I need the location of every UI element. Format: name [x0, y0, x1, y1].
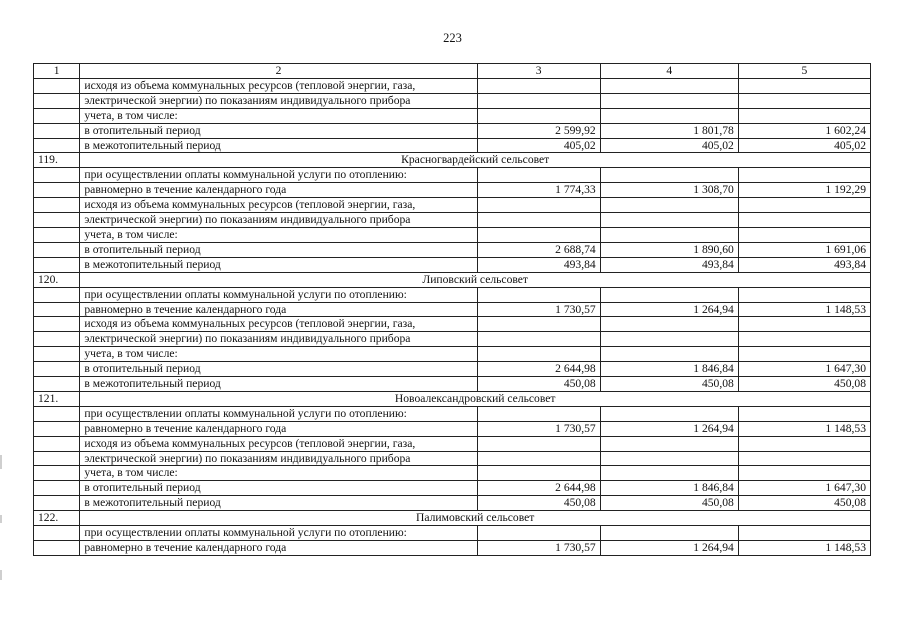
- table-row: [34, 227, 871, 242]
- row-label: учета, в том числе:: [80, 108, 477, 123]
- value-col-4: 450,08: [600, 377, 738, 392]
- row-index: [34, 257, 80, 272]
- value-col-5: [738, 436, 870, 451]
- row-label: в отопительный период: [80, 362, 477, 377]
- value-col-3: 1 774,33: [477, 183, 600, 198]
- row-index: 119.: [34, 153, 80, 168]
- column-header: 3: [477, 64, 600, 79]
- row-index: [34, 198, 80, 213]
- row-label: в межотопительный период: [80, 496, 477, 511]
- value-col-4: 1 846,84: [600, 362, 738, 377]
- value-col-5: 1 148,53: [738, 541, 870, 556]
- value-col-5: 1 691,06: [738, 242, 870, 257]
- row-index: [34, 138, 80, 153]
- row-label: в межотопительный период: [80, 138, 477, 153]
- value-col-3: [477, 168, 600, 183]
- row-index: [34, 332, 80, 347]
- row-index: [34, 466, 80, 481]
- value-col-3: [477, 213, 600, 228]
- value-col-5: [738, 213, 870, 228]
- row-index: [34, 227, 80, 242]
- table-row: [34, 198, 871, 213]
- row-label: при осуществлении оплаты коммунальной услуги по отоплению:: [80, 406, 477, 421]
- section-title: Новоалександровский сельсовет: [80, 391, 871, 406]
- row-label: при осуществлении оплаты коммунальной услуги по отоплению:: [80, 168, 477, 183]
- value-col-3: 2 644,98: [477, 481, 600, 496]
- row-index: [34, 362, 80, 377]
- row-index: [34, 347, 80, 362]
- row-label: электрической энергии) по показаниям индивидуального прибора: [80, 93, 477, 108]
- value-col-3: [477, 78, 600, 93]
- table-header-row: [34, 64, 871, 79]
- value-col-5: [738, 526, 870, 541]
- table-row: [34, 317, 871, 332]
- table-row: [34, 123, 871, 138]
- table-row: [34, 541, 871, 556]
- table-row: [34, 451, 871, 466]
- value-col-5: [738, 332, 870, 347]
- value-col-5: [738, 451, 870, 466]
- value-col-5: 450,08: [738, 377, 870, 392]
- value-col-3: 2 688,74: [477, 242, 600, 257]
- value-col-3: 450,08: [477, 377, 600, 392]
- table-row: [34, 257, 871, 272]
- value-col-4: 1 801,78: [600, 123, 738, 138]
- row-index: [34, 287, 80, 302]
- value-col-5: [738, 317, 870, 332]
- table-row: [34, 332, 871, 347]
- row-label: учета, в том числе:: [80, 347, 477, 362]
- value-col-4: 1 846,84: [600, 481, 738, 496]
- row-label: при осуществлении оплаты коммунальной услуги по отоплению:: [80, 526, 477, 541]
- section-row: [34, 153, 871, 168]
- row-label: электрической энергии) по показаниям индивидуального прибора: [80, 332, 477, 347]
- value-col-3: 1 730,57: [477, 302, 600, 317]
- table-row: [34, 436, 871, 451]
- value-col-3: 450,08: [477, 496, 600, 511]
- value-col-3: [477, 406, 600, 421]
- value-col-4: [600, 436, 738, 451]
- section-title: Липовский сельсовет: [80, 272, 871, 287]
- value-col-3: [477, 198, 600, 213]
- row-label: в отопительный период: [80, 242, 477, 257]
- row-label: исходя из объема коммунальных ресурсов (тепловой энергии, газа,: [80, 317, 477, 332]
- row-index: [34, 421, 80, 436]
- value-col-5: 1 647,30: [738, 362, 870, 377]
- row-index: [34, 451, 80, 466]
- table-row: [34, 168, 871, 183]
- value-col-3: 2 644,98: [477, 362, 600, 377]
- page-number: 223: [443, 31, 462, 45]
- section-row: [34, 511, 871, 526]
- row-index: [34, 541, 80, 556]
- value-col-4: [600, 347, 738, 362]
- value-col-3: [477, 347, 600, 362]
- row-index: [34, 317, 80, 332]
- table-row: [34, 362, 871, 377]
- row-index: [34, 168, 80, 183]
- value-col-4: 1 264,94: [600, 421, 738, 436]
- value-col-4: [600, 108, 738, 123]
- row-index: [34, 436, 80, 451]
- value-col-4: [600, 406, 738, 421]
- value-col-5: [738, 78, 870, 93]
- section-row: [34, 272, 871, 287]
- value-col-4: [600, 168, 738, 183]
- row-index: [34, 123, 80, 138]
- row-index: [34, 213, 80, 228]
- value-col-4: [600, 287, 738, 302]
- row-label: в межотопительный период: [80, 257, 477, 272]
- row-index: [34, 302, 80, 317]
- value-col-4: 1 308,70: [600, 183, 738, 198]
- row-label: в отопительный период: [80, 481, 477, 496]
- scan-edge-mark: [0, 515, 2, 523]
- value-col-3: 405,02: [477, 138, 600, 153]
- value-col-4: 1 264,94: [600, 541, 738, 556]
- value-col-4: [600, 213, 738, 228]
- column-header: 4: [600, 64, 738, 79]
- table-row: [34, 496, 871, 511]
- row-index: [34, 481, 80, 496]
- table-row: [34, 347, 871, 362]
- table-row: [34, 406, 871, 421]
- table-row: [34, 421, 871, 436]
- value-col-3: 1 730,57: [477, 541, 600, 556]
- row-index: [34, 496, 80, 511]
- row-label: исходя из объема коммунальных ресурсов (тепловой энергии, газа,: [80, 78, 477, 93]
- table-row: [34, 287, 871, 302]
- tariff-table: [33, 63, 871, 556]
- value-col-5: [738, 466, 870, 481]
- value-col-5: [738, 93, 870, 108]
- value-col-3: [477, 436, 600, 451]
- row-index: 122.: [34, 511, 80, 526]
- value-col-4: [600, 93, 738, 108]
- value-col-4: [600, 332, 738, 347]
- table-row: [34, 183, 871, 198]
- row-index: 120.: [34, 272, 80, 287]
- table-row: [34, 377, 871, 392]
- value-col-5: [738, 347, 870, 362]
- value-col-3: [477, 227, 600, 242]
- row-label: равномерно в течение календарного года: [80, 183, 477, 198]
- value-col-3: [477, 108, 600, 123]
- section-title: Красногвардейский сельсовет: [80, 153, 871, 168]
- value-col-3: [477, 451, 600, 466]
- value-col-4: [600, 451, 738, 466]
- value-col-5: [738, 406, 870, 421]
- row-index: [34, 406, 80, 421]
- row-index: [34, 93, 80, 108]
- value-col-4: [600, 466, 738, 481]
- section-row: [34, 391, 871, 406]
- value-col-5: [738, 168, 870, 183]
- value-col-5: 493,84: [738, 257, 870, 272]
- row-label: учета, в том числе:: [80, 466, 477, 481]
- row-label: электрической энергии) по показаниям индивидуального прибора: [80, 451, 477, 466]
- table-row: [34, 78, 871, 93]
- table-body: [34, 64, 871, 556]
- value-col-3: [477, 93, 600, 108]
- row-label: электрической энергии) по показаниям индивидуального прибора: [80, 213, 477, 228]
- row-index: [34, 183, 80, 198]
- row-label: при осуществлении оплаты коммунальной услуги по отоплению:: [80, 287, 477, 302]
- value-col-5: 1 148,53: [738, 302, 870, 317]
- value-col-3: [477, 526, 600, 541]
- row-label: равномерно в течение календарного года: [80, 541, 477, 556]
- section-title: Палимовский сельсовет: [80, 511, 871, 526]
- value-col-5: 1 148,53: [738, 421, 870, 436]
- value-col-3: 493,84: [477, 257, 600, 272]
- value-col-4: [600, 526, 738, 541]
- value-col-3: [477, 317, 600, 332]
- table-row: [34, 466, 871, 481]
- value-col-5: 1 192,29: [738, 183, 870, 198]
- value-col-5: [738, 108, 870, 123]
- scan-edge-mark: [0, 455, 2, 469]
- row-label: равномерно в течение календарного года: [80, 421, 477, 436]
- value-col-4: 405,02: [600, 138, 738, 153]
- row-label: учета, в том числе:: [80, 227, 477, 242]
- value-col-3: 1 730,57: [477, 421, 600, 436]
- value-col-5: 1 602,24: [738, 123, 870, 138]
- row-index: [34, 108, 80, 123]
- value-col-4: [600, 317, 738, 332]
- row-label: исходя из объема коммунальных ресурсов (тепловой энергии, газа,: [80, 436, 477, 451]
- value-col-5: 405,02: [738, 138, 870, 153]
- row-index: [34, 78, 80, 93]
- value-col-3: [477, 332, 600, 347]
- value-col-3: 2 599,92: [477, 123, 600, 138]
- value-col-4: [600, 227, 738, 242]
- value-col-4: [600, 78, 738, 93]
- table-row: [34, 526, 871, 541]
- row-label: в отопительный период: [80, 123, 477, 138]
- row-label: исходя из объема коммунальных ресурсов (тепловой энергии, газа,: [80, 198, 477, 213]
- table-row: [34, 213, 871, 228]
- value-col-3: [477, 287, 600, 302]
- row-index: [34, 242, 80, 257]
- value-col-5: [738, 227, 870, 242]
- table-row: [34, 108, 871, 123]
- value-col-5: [738, 287, 870, 302]
- value-col-4: 493,84: [600, 257, 738, 272]
- value-col-3: [477, 466, 600, 481]
- table-row: [34, 481, 871, 496]
- value-col-5: [738, 198, 870, 213]
- column-header: 5: [738, 64, 870, 79]
- row-label: в межотопительный период: [80, 377, 477, 392]
- column-header: 1: [34, 64, 80, 79]
- value-col-4: 450,08: [600, 496, 738, 511]
- column-header: 2: [80, 64, 477, 79]
- scan-edge-mark: [0, 570, 2, 580]
- table-row: [34, 302, 871, 317]
- value-col-5: 1 647,30: [738, 481, 870, 496]
- table-row: [34, 138, 871, 153]
- row-index: 121.: [34, 391, 80, 406]
- value-col-4: 1 890,60: [600, 242, 738, 257]
- row-index: [34, 526, 80, 541]
- value-col-4: [600, 198, 738, 213]
- value-col-4: 1 264,94: [600, 302, 738, 317]
- value-col-5: 450,08: [738, 496, 870, 511]
- table-row: [34, 242, 871, 257]
- row-index: [34, 377, 80, 392]
- table-row: [34, 93, 871, 108]
- row-label: равномерно в течение календарного года: [80, 302, 477, 317]
